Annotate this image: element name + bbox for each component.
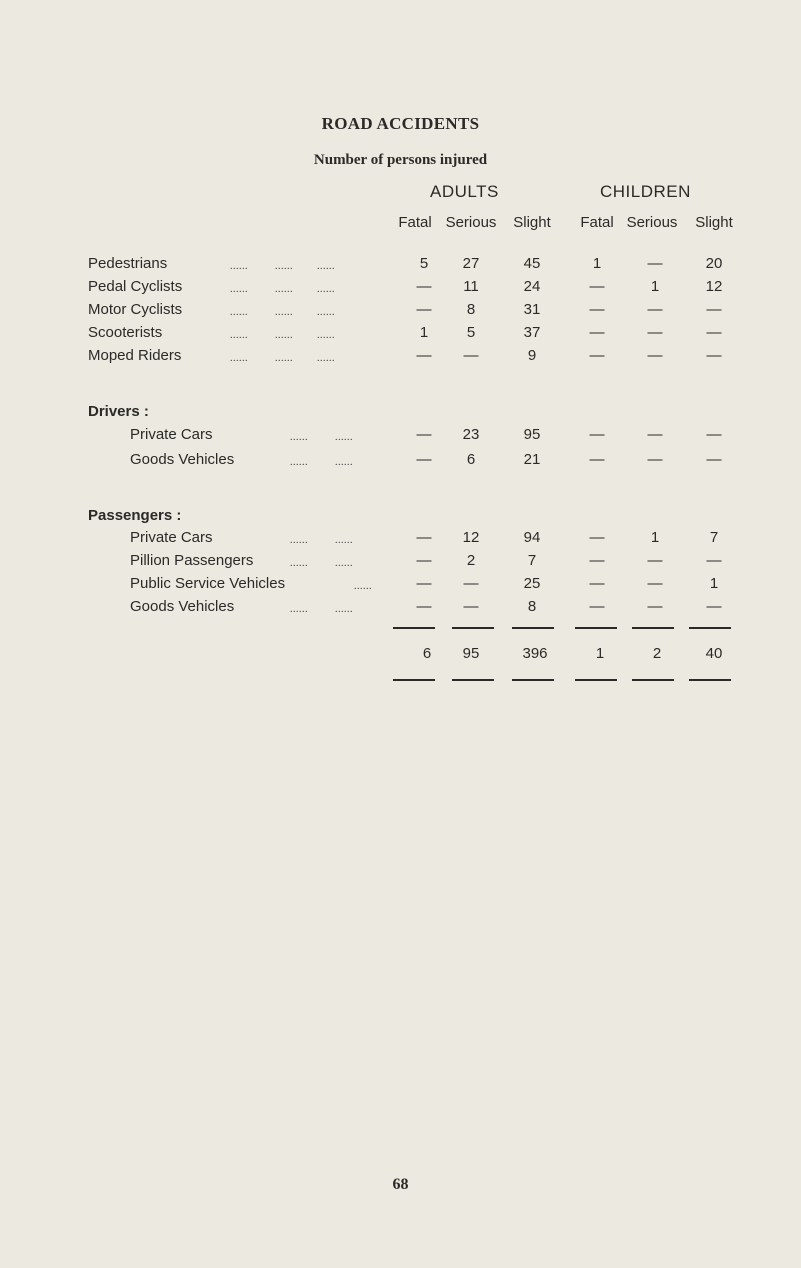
table-row: [0, 426, 801, 450]
total-rule: [393, 679, 435, 681]
table-cell: 11: [463, 278, 479, 295]
table-cell: 5: [466, 324, 476, 341]
table-cell: —: [416, 552, 432, 569]
total-cell: 95: [462, 645, 480, 662]
leader-dots: ...... ...... ......: [230, 261, 335, 272]
table-cell: —: [706, 598, 722, 615]
leader-dots: ...... ...... ......: [230, 330, 335, 341]
table-cell: 37: [523, 324, 541, 341]
table-cell: —: [706, 301, 722, 318]
table-cell: —: [589, 451, 605, 468]
total-cell: 2: [652, 645, 662, 662]
total-rule: [575, 627, 617, 629]
total-cell: 6: [422, 645, 432, 662]
total-cell: 396: [522, 645, 548, 662]
row-label: Scooterists: [88, 324, 163, 341]
row-label: Private Cars: [130, 529, 213, 546]
leader-dots: ...... ......: [290, 432, 353, 443]
column-header-adults-serious: Serious: [445, 214, 497, 231]
table-cell: 95: [523, 426, 541, 443]
leader-dots: ...... ......: [290, 558, 353, 569]
table-cell: —: [706, 347, 722, 364]
table-cell: —: [647, 598, 663, 615]
table-cell: 94: [523, 529, 541, 546]
table-cell: 8: [466, 301, 476, 318]
table-cell: —: [463, 598, 479, 615]
table-cell: —: [589, 529, 605, 546]
total-cell: 40: [705, 645, 723, 662]
row-label: Motor Cyclists: [88, 301, 183, 318]
table-cell: 9: [527, 347, 537, 364]
table-cell: 7: [527, 552, 537, 569]
table-cell: 25: [523, 575, 541, 592]
row-label: Goods Vehicles: [130, 451, 235, 468]
table-cell: 24: [523, 278, 541, 295]
leader-dots: ...... ...... ......: [230, 284, 335, 295]
table-row: [0, 278, 801, 302]
group-header-children: CHILDREN: [600, 182, 691, 201]
table-cell: —: [706, 552, 722, 569]
table-cell: —: [589, 598, 605, 615]
table-cell: 1: [592, 255, 602, 272]
table-cell: —: [589, 324, 605, 341]
table-cell: —: [647, 301, 663, 318]
table-cell: 31: [523, 301, 541, 318]
table-cell: —: [589, 552, 605, 569]
group-header-adults: ADULTS: [430, 182, 499, 201]
table-cell: 45: [523, 255, 541, 272]
table-cell: 20: [705, 255, 723, 272]
table-cell: 12: [462, 529, 480, 546]
section-heading-passengers: Passengers :: [88, 507, 182, 524]
table-subtitle: Number of persons injured: [313, 152, 488, 168]
table-cell: —: [416, 301, 432, 318]
total-rule: [632, 679, 674, 681]
table-cell: —: [463, 347, 479, 364]
table-row: [0, 529, 801, 553]
table-cell: 1: [650, 529, 660, 546]
table-cell: —: [647, 451, 663, 468]
table-cell: 2: [466, 552, 476, 569]
page-number: 68: [392, 1176, 409, 1193]
table-row: [0, 552, 801, 576]
table-cell: 1: [709, 575, 719, 592]
row-label: Pedal Cyclists: [88, 278, 183, 295]
row-label: Pillion Passengers: [130, 552, 254, 569]
table-cell: —: [589, 347, 605, 364]
row-label: Public Service Vehicles: [130, 575, 286, 592]
table-cell: —: [647, 255, 663, 272]
total-rule: [452, 627, 494, 629]
table-cell: —: [416, 575, 432, 592]
row-label: Private Cars: [130, 426, 213, 443]
table-cell: —: [589, 426, 605, 443]
table-cell: —: [416, 347, 432, 364]
column-header-children-fatal: Fatal: [580, 214, 614, 231]
table-row: [0, 575, 801, 599]
row-label: Moped Riders: [88, 347, 182, 364]
table-cell: 8: [527, 598, 537, 615]
table-row: [0, 255, 801, 279]
total-rule: [393, 627, 435, 629]
table-cell: —: [416, 529, 432, 546]
table-cell: —: [416, 278, 432, 295]
table-cell: —: [416, 598, 432, 615]
table-cell: —: [416, 451, 432, 468]
table-cell: —: [416, 426, 432, 443]
total-rule: [689, 679, 731, 681]
table-row: [0, 324, 801, 348]
table-cell: 1: [650, 278, 660, 295]
table-cell: —: [647, 575, 663, 592]
total-rule: [512, 679, 554, 681]
table-cell: —: [647, 324, 663, 341]
table-cell: —: [463, 575, 479, 592]
leader-dots: ...... ......: [290, 604, 353, 615]
total-cell: 1: [595, 645, 605, 662]
table-cell: 5: [419, 255, 429, 272]
total-rule: [452, 679, 494, 681]
table-cell: —: [589, 278, 605, 295]
leader-dots: ......: [354, 581, 372, 592]
table-row: [0, 347, 801, 371]
table-cell: —: [589, 301, 605, 318]
table-cell: —: [647, 552, 663, 569]
table-cell: 21: [523, 451, 541, 468]
table-cell: —: [589, 575, 605, 592]
total-rule: [632, 627, 674, 629]
table-cell: 27: [462, 255, 480, 272]
table-cell: —: [647, 426, 663, 443]
table-row: [0, 598, 801, 622]
leader-dots: ...... ......: [290, 535, 353, 546]
column-header-adults-slight: Slight: [513, 214, 551, 231]
table-row: [0, 301, 801, 325]
table-cell: —: [706, 324, 722, 341]
table-cell: 7: [709, 529, 719, 546]
section-heading-drivers: Drivers :: [88, 403, 149, 420]
total-rule: [575, 679, 617, 681]
table-cell: 23: [462, 426, 480, 443]
table-cell: —: [706, 426, 722, 443]
totals-row: [0, 645, 801, 669]
table-cell: 1: [419, 324, 429, 341]
row-label: Goods Vehicles: [130, 598, 235, 615]
table-cell: —: [706, 451, 722, 468]
leader-dots: ...... ...... ......: [230, 353, 335, 364]
column-header-children-serious: Serious: [626, 214, 678, 231]
leader-dots: ...... ......: [290, 457, 353, 468]
page-title: ROAD ACCIDENTS: [321, 114, 480, 133]
table-cell: 12: [705, 278, 723, 295]
leader-dots: ...... ...... ......: [230, 307, 335, 318]
table-row: [0, 451, 801, 475]
column-header-children-slight: Slight: [695, 214, 733, 231]
table-cell: 6: [466, 451, 476, 468]
table-cell: —: [647, 347, 663, 364]
total-rule: [512, 627, 554, 629]
column-header-adults-fatal: Fatal: [398, 214, 432, 231]
row-label: Pedestrians: [88, 255, 168, 272]
total-rule: [689, 627, 731, 629]
